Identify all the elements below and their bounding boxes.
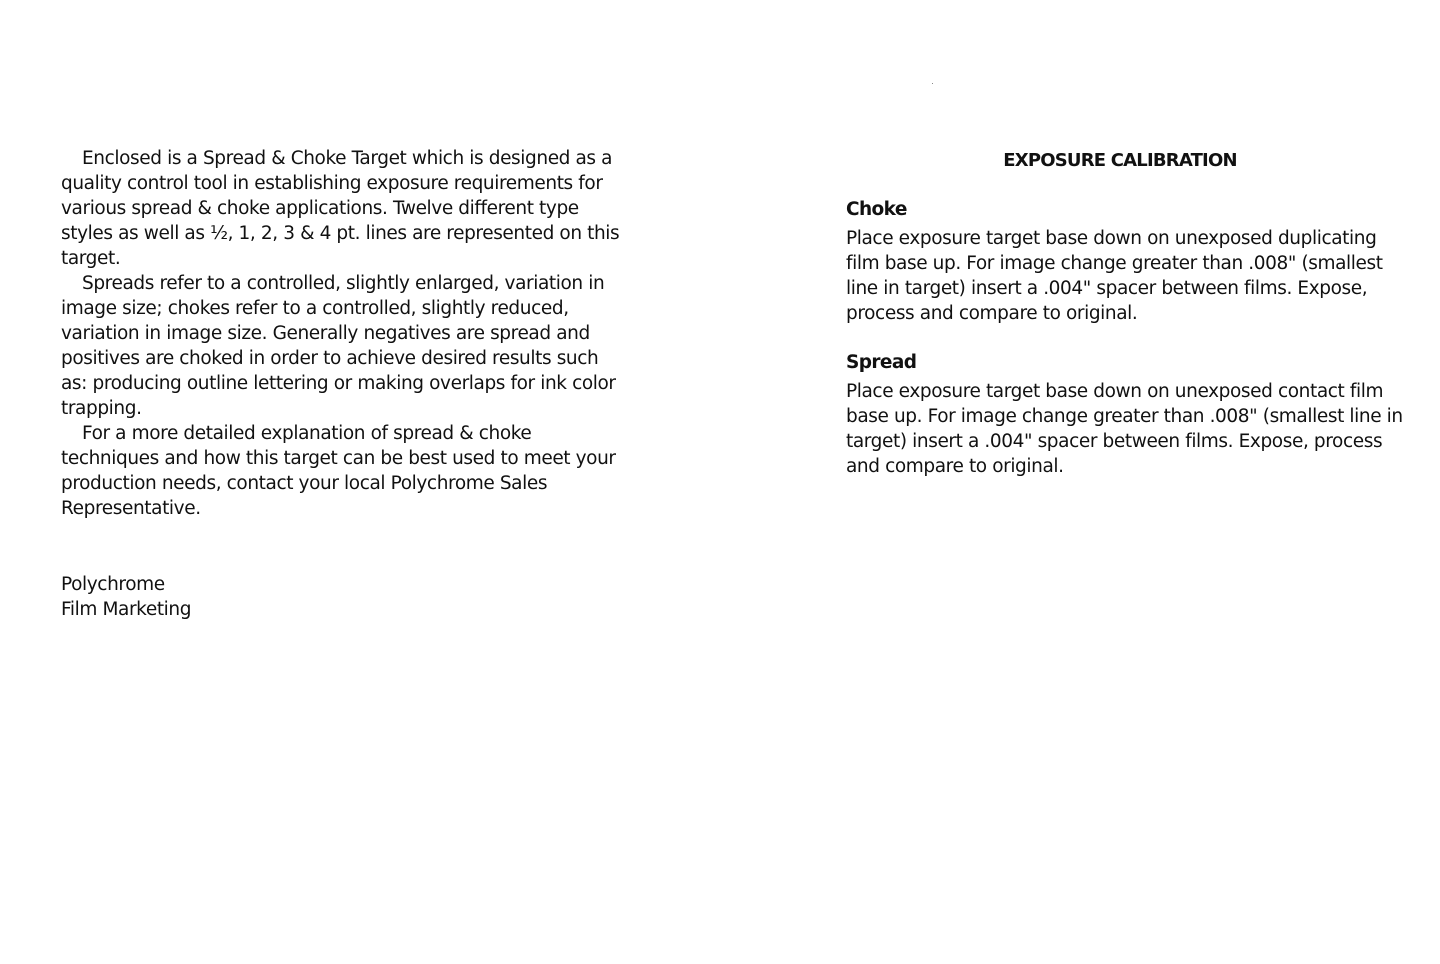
choke-heading: Choke	[846, 199, 907, 220]
scan-speck	[932, 83, 933, 84]
signature-company: Polychrome	[61, 574, 165, 595]
spread-section	[846, 350, 1406, 479]
signature-block	[61, 572, 191, 622]
intro-text-column	[61, 146, 621, 521]
section-title: EXPOSURE CALIBRATION	[1003, 150, 1237, 171]
choke-instructions: Place exposure target base down on unexposed duplicating film base up. For image change greater than .008" (smallest line in target) insert a .004" spacer between films. Expose, process and compare to original.	[846, 228, 1383, 324]
spread-instructions: Place exposure target base down on unexposed contact film base up. For image change greater than .008" (smallest line in target) insert a .004" spacer between films. Expose, process and compare to original.	[846, 381, 1403, 477]
signature-department: Film Marketing	[61, 599, 192, 620]
spread-heading: Spread	[846, 352, 917, 373]
intro-paragraph: For a more detailed explanation of spread & choke techniques and how this target can be best used to meet your production needs, contact your local Polychrome Sales Representative.	[61, 423, 616, 519]
choke-section	[846, 197, 1406, 326]
intro-paragraph: Enclosed is a Spread & Choke Target which is designed as a quality control tool in establishing exposure requirements for various spread & choke applications. Twelve different type styles as well as ½, 1, 2, 3 & 4 pt. lines are represented on this target.	[61, 148, 620, 269]
exposure-calibration-column	[846, 148, 1406, 503]
intro-paragraph: Spreads refer to a controlled, slightly enlarged, variation in image size; chokes refer to a controlled, slightly reduced, variation in image size. Generally negatives are spread and positives are choked in order to achieve desired results such as: producing outline lettering or making overlaps for ink color trapping.	[61, 273, 616, 419]
